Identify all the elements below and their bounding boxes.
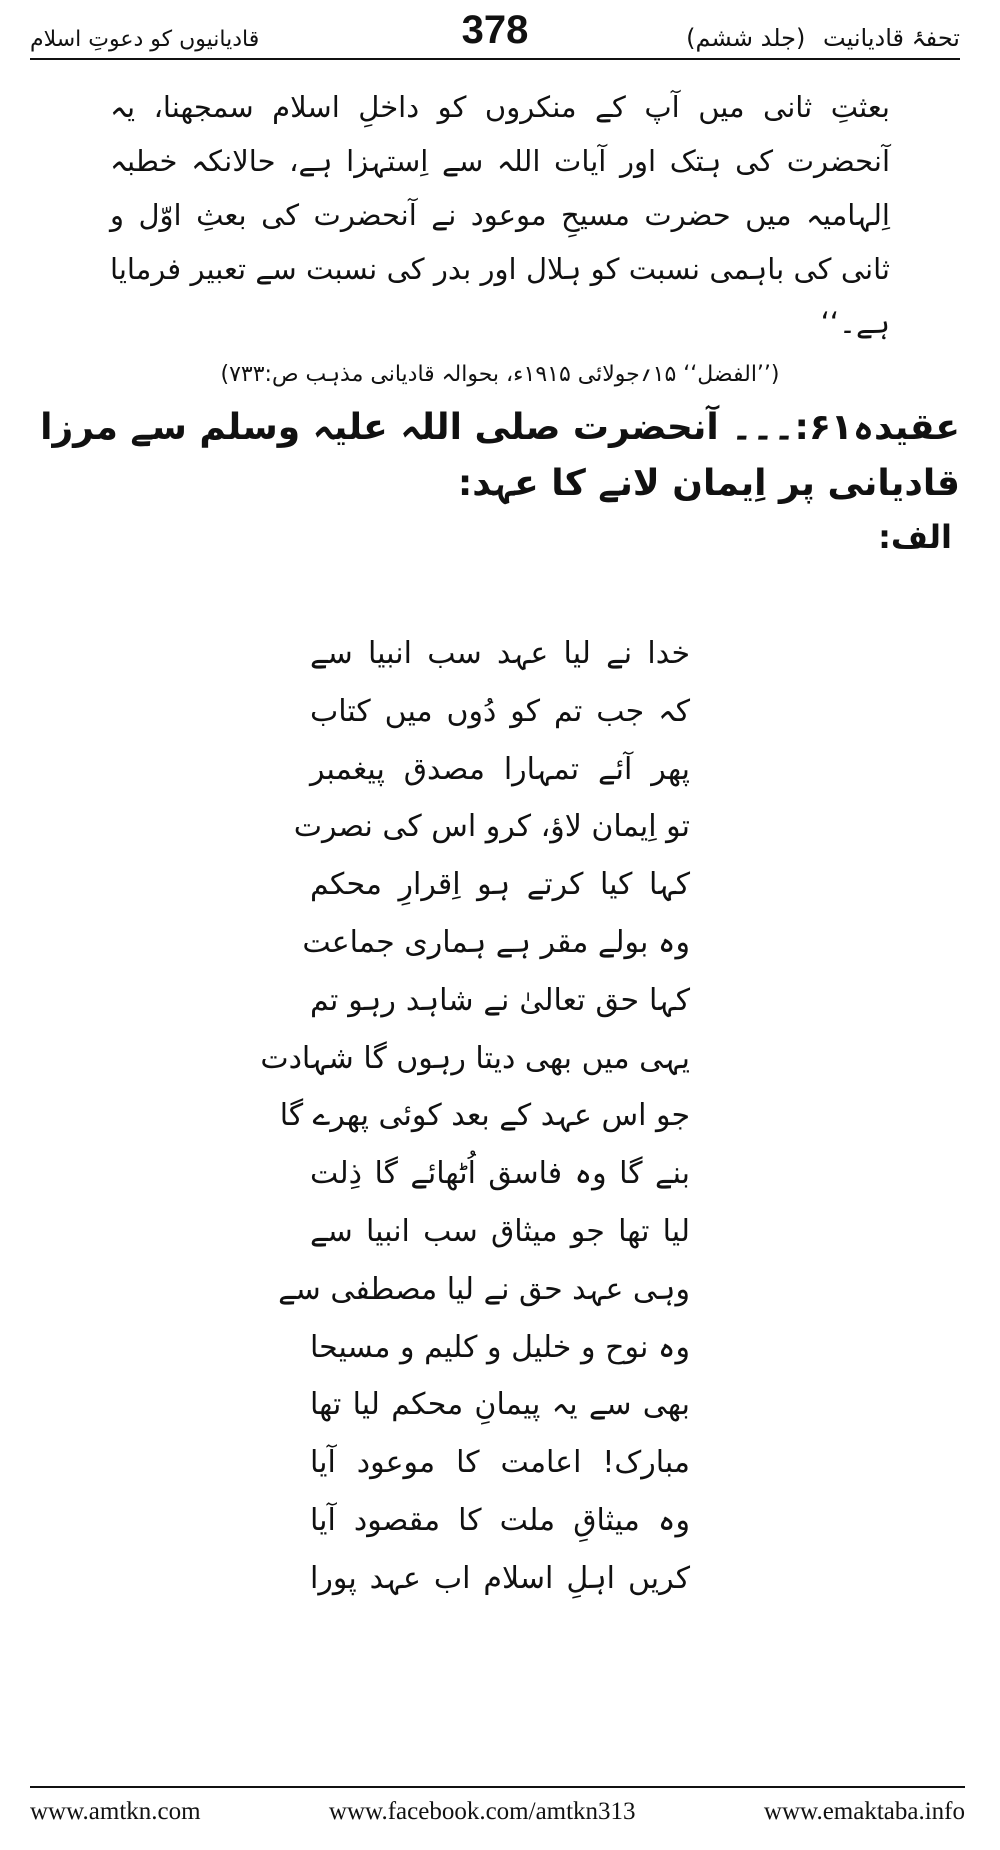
poem-verse: وہ نوح و خلیل و کلیم و مسیحا <box>310 1329 690 1365</box>
subsection-label: الف: <box>878 518 952 556</box>
poem-verse: لیا تھا جو میثاق سب انبیا سے <box>310 1213 690 1249</box>
page-body <box>40 80 960 562</box>
poem-verse: کہ جب تم کو دُوں میں کتاب <box>310 693 690 729</box>
footer-link-emaktaba[interactable]: www.emaktaba.info <box>763 1798 965 1825</box>
poem-verse: بنے گا وہ فاسق اُٹھائے گا ذِلت <box>310 1156 690 1192</box>
poem <box>0 625 1000 1608</box>
poem-verse: کریں اہلِ اسلام اب عہد پورا <box>310 1560 690 1596</box>
chapter-title: قادیانیوں کو دعوتِ اسلام <box>30 27 260 52</box>
poem-verse: پھر آئے تمہارا مصدق پیغمبر <box>310 751 690 787</box>
poem-verse: یہی میں بھی دیتا رہوں گا شہادت <box>260 1040 690 1076</box>
poem-verse: وہ بولے مقر ہے ہماری جماعت <box>302 924 690 960</box>
poem-verse: خدا نے لیا عہد سب انبیا سے <box>310 636 690 671</box>
poem-verse: وہ میثاقِ ملت کا مقصود آیا <box>310 1502 690 1538</box>
quote-paragraph: بعثتِ ثانی میں آپ کے منکروں کو داخلِ اسلام سمجھنا، یہ آنحضرت کی ہتک اور آیات اللہ سے اِستہزا ہے، حالانکہ خطبہ اِلہامیہ میں حضرت مسیحِ موعود نے آنحضرت کی بعثِ اوّل و ثانی کی باہمی نسبت کو ہلال اور بدر کی نسبت سے تعبیر فرمایا ہے۔‘‘ <box>110 90 890 340</box>
poem-verse: مبارک! اعامت کا موعود آیا <box>310 1445 690 1481</box>
book-title: تحفۂ قادیانیت <box>823 24 960 52</box>
poem-verse: کہا کیا کرتے ہو اِقرارِ محکم <box>310 867 690 903</box>
page-header <box>30 8 960 60</box>
volume-label: (جلد ششم) <box>686 24 806 52</box>
footer-link-facebook[interactable]: www.facebook.com/amtkn313 <box>328 1798 636 1825</box>
citation: (’’الفضل‘‘ ۱۵؍جولائی ۱۹۱۵ء، بحوالہ قادیانی مذہب ص:۷۳۳) <box>220 362 780 387</box>
poem-verse: جو اس عہد کے بعد کوئی پھرے گا <box>279 1098 690 1134</box>
header-book-title <box>686 24 960 58</box>
poem-verse: تو اِیمان لاؤ، کرو اس کی نصرت <box>293 809 690 845</box>
footer-link-amtkn[interactable]: www.amtkn.com <box>30 1798 201 1825</box>
poem-verse: بھی سے یہ پیمانِ محکم لیا تھا <box>310 1387 690 1423</box>
section-heading: عقیدہ۶۱:۔۔۔ آنحضرت صلی اللہ علیہ وسلم سے مرزا قادیانی پر اِیمان لانے کا عہد: <box>40 407 960 504</box>
page-number: 378 <box>461 8 529 52</box>
page-footer <box>30 1786 965 1826</box>
poem-verse: وہی عہد حق نے لیا مصطفی سے <box>278 1271 690 1307</box>
poem-verse: کہا حق تعالیٰ نے شاہد رہو تم <box>310 982 690 1018</box>
